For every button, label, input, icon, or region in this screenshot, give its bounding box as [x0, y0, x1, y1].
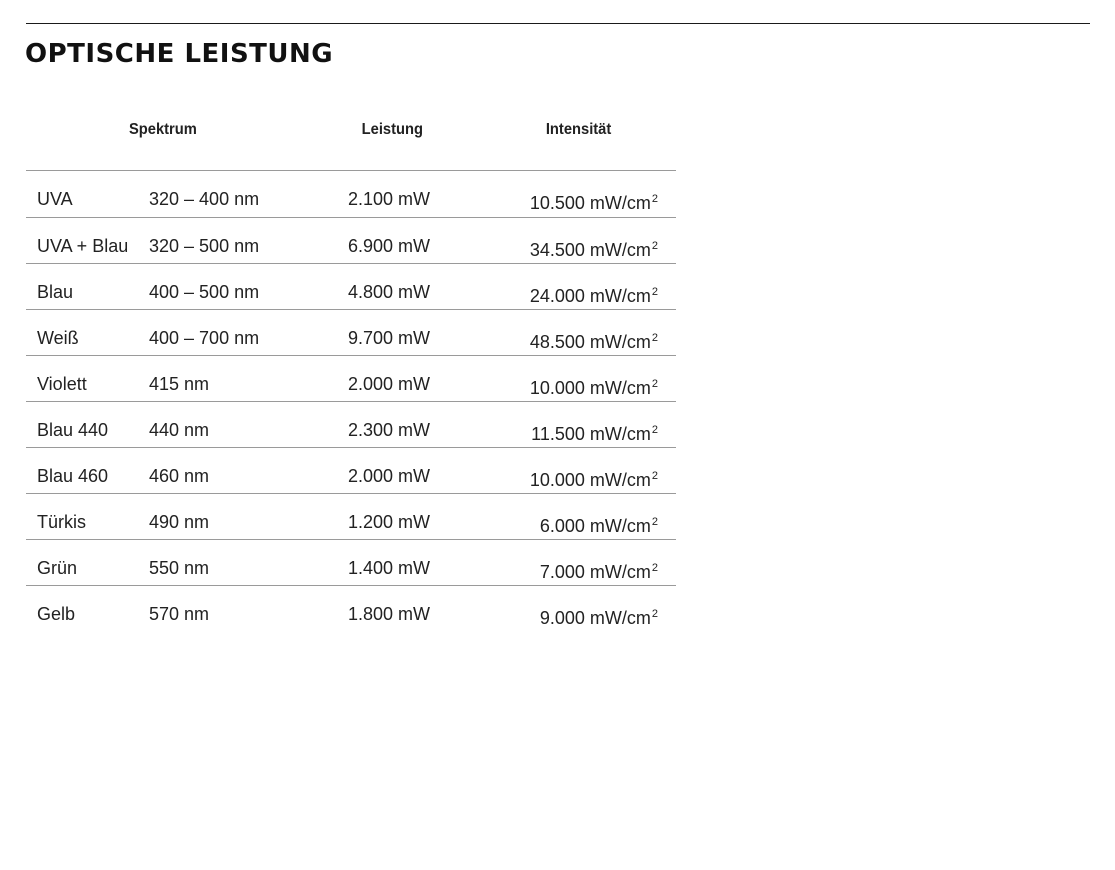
intensity-text: 6.000 mW/cm [539, 516, 651, 536]
intensity-value [530, 281, 658, 307]
intensity-value [540, 511, 658, 537]
table-row [26, 310, 676, 356]
unit-superscript: 2 [651, 240, 658, 252]
wavelength-range: 415 nm [149, 374, 210, 394]
power-value: 1.800 mW [348, 604, 431, 624]
wavelength-range: 460 nm [149, 466, 210, 486]
column-header-intensity: Intensität [545, 121, 612, 138]
table-header [26, 108, 676, 171]
intensity-text: 10.500 mW/cm [529, 193, 651, 213]
spectrum-name: Gelb [37, 604, 76, 624]
power-value: 9.700 mW [348, 328, 431, 348]
table-row [26, 264, 676, 310]
intensity-value [540, 603, 658, 629]
power-value: 6.900 mW [348, 236, 431, 256]
wavelength-range: 400 – 500 nm [149, 282, 260, 302]
spectrum-name: Blau 460 [37, 466, 109, 486]
wavelength-range: 490 nm [149, 512, 210, 532]
wavelength-range: 570 nm [149, 604, 210, 624]
wavelength-range: 320 – 400 nm [149, 189, 260, 209]
intensity-text: 10.000 mW/cm [529, 378, 651, 398]
unit-superscript: 2 [651, 378, 658, 390]
table-row [26, 448, 676, 494]
spectrum-name: UVA + Blau [37, 236, 129, 256]
intensity-text: 7.000 mW/cm [539, 562, 651, 582]
table-row [26, 540, 676, 586]
spectrum-name: Blau [37, 282, 74, 302]
spectrum-name: Weiß [37, 328, 79, 348]
intensity-text: 9.000 mW/cm [539, 608, 651, 628]
power-value: 4.800 mW [348, 282, 431, 302]
spectrum-name: Blau 440 [37, 420, 109, 440]
table-row [26, 494, 676, 540]
intensity-value [530, 465, 658, 491]
table-row [26, 218, 676, 264]
wavelength-range: 550 nm [149, 558, 210, 578]
table-row [26, 402, 676, 448]
table-row [26, 586, 676, 631]
intensity-text: 10.000 mW/cm [529, 470, 651, 490]
power-value: 2.000 mW [348, 374, 431, 394]
unit-superscript: 2 [651, 562, 658, 574]
optical-power-table [26, 108, 676, 631]
spectrum-name: Violett [37, 374, 87, 394]
intensity-value [530, 235, 658, 261]
spectrum-name: Grün [37, 558, 78, 578]
intensity-text: 34.500 mW/cm [529, 240, 651, 260]
intensity-value [530, 373, 658, 399]
table-row [26, 356, 676, 402]
top-divider [26, 23, 1090, 24]
wavelength-range: 440 nm [149, 420, 210, 440]
wavelength-range: 320 – 500 nm [149, 236, 260, 256]
intensity-text: 48.500 mW/cm [529, 332, 651, 352]
power-value: 2.000 mW [348, 466, 431, 486]
unit-superscript: 2 [651, 608, 658, 620]
unit-superscript: 2 [651, 424, 658, 436]
page-title: OPTISCHE LEISTUNG [25, 39, 334, 69]
intensity-value [530, 188, 658, 214]
column-header-power: Leistung [361, 121, 424, 138]
column-header-spectrum: Spektrum [128, 121, 197, 138]
intensity-text: 24.000 mW/cm [529, 286, 651, 306]
power-value: 1.200 mW [348, 512, 431, 532]
power-value: 1.400 mW [348, 558, 431, 578]
intensity-value [531, 419, 658, 445]
intensity-value [530, 327, 658, 353]
unit-superscript: 2 [651, 286, 658, 298]
unit-superscript: 2 [651, 470, 658, 482]
wavelength-range: 400 – 700 nm [149, 328, 260, 348]
intensity-text: 11.500 mW/cm [531, 424, 651, 444]
table-row [26, 171, 676, 218]
intensity-value [540, 557, 658, 583]
unit-superscript: 2 [651, 516, 658, 528]
unit-superscript: 2 [651, 193, 658, 205]
spectrum-name: UVA [37, 189, 73, 209]
power-value: 2.300 mW [348, 420, 431, 440]
unit-superscript: 2 [651, 332, 658, 344]
power-value: 2.100 mW [348, 189, 431, 209]
spectrum-name: Türkis [37, 512, 86, 532]
